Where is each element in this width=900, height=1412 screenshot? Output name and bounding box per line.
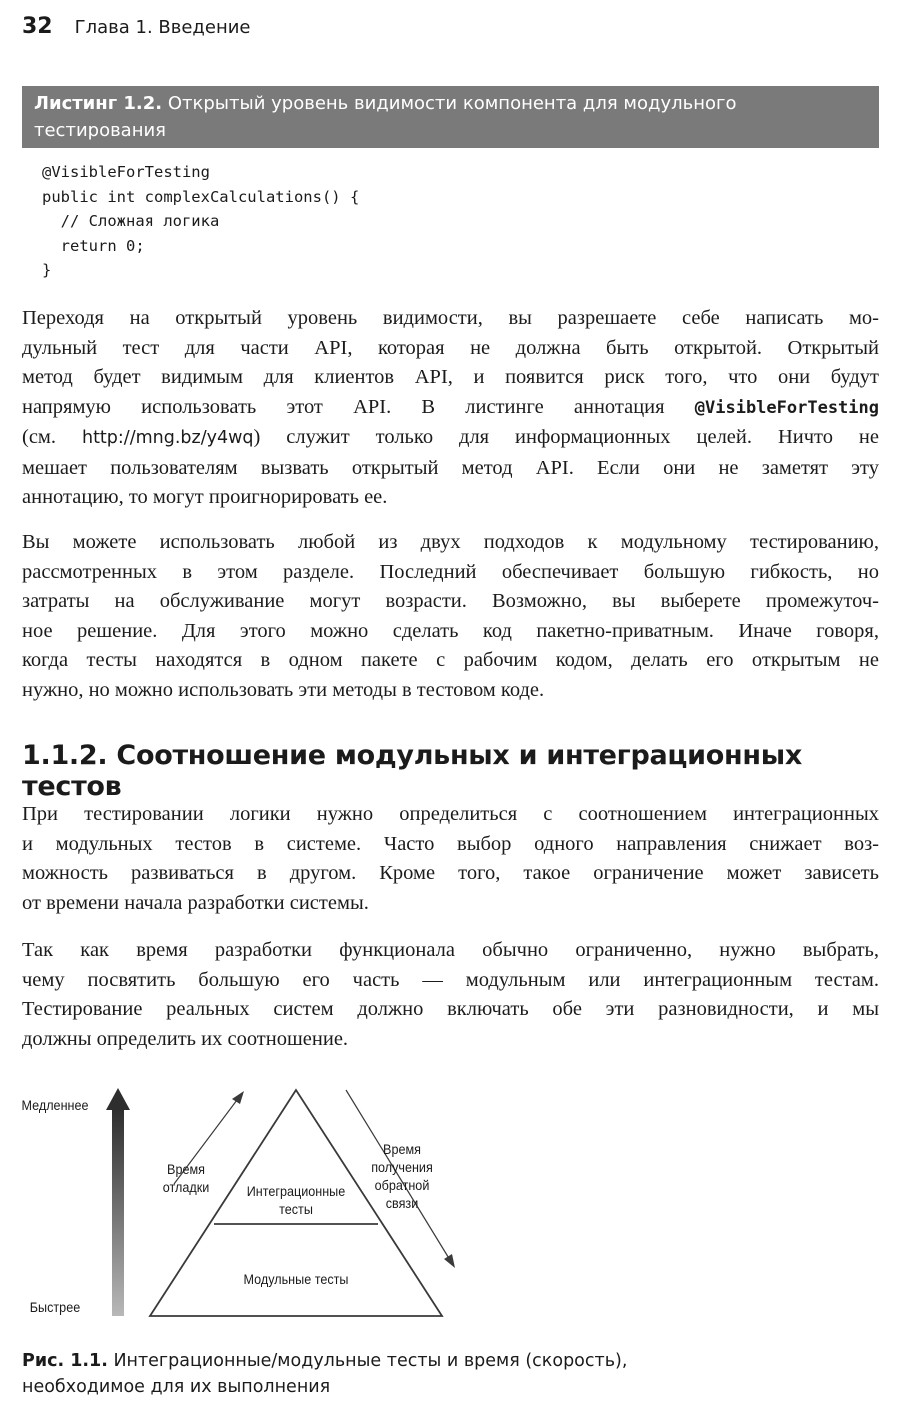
figure-caption (22, 1348, 722, 1400)
test-pyramid-figure (0, 1080, 900, 1330)
text-span: Интеграционные (246, 1183, 346, 1199)
page-header (22, 14, 251, 39)
text-line: метод будет видимым для клиентов API, и появится риск того, что они будут (22, 366, 879, 388)
listing-label: Листинг 1.2. (34, 93, 163, 114)
text-line (22, 423, 879, 454)
text-line: При тестировании логики нужно определиться с соотношением интеграционных (22, 803, 879, 825)
text-line (22, 393, 879, 424)
text-line: Вы можете использовать любой из двух подходов к модульному тестированию, (22, 531, 879, 553)
feedback-time-arrowhead (444, 1254, 455, 1268)
text-line: можность развиваться в другом. Кроме того, такое ограничение может зависеть (22, 862, 879, 884)
text-line: когда тесты находятся в одном пакете с рабочим кодом, делать его открытым не (22, 649, 879, 671)
text-span: Время (167, 1161, 205, 1177)
caption-label: Рис. 1.1. (22, 1351, 108, 1371)
code-listing (42, 160, 359, 283)
text-line: должны определить их соотношение. (22, 1027, 349, 1050)
debug-time-label (150, 1160, 222, 1196)
figure-graphics (0, 1080, 900, 1330)
text-line: Тестирование реальных систем должно включать обе эти разновидности, и мы (22, 998, 879, 1020)
text-line: от времени начала разработки системы. (22, 891, 369, 914)
text-span: отладки (162, 1179, 210, 1195)
text-line: чему посвятить большую его часть — модульным или интеграционным тестам. (22, 968, 879, 991)
listing-title-line1: Открытый уровень видимости компонента для модульного (167, 93, 737, 114)
slower-label: Медленнее (21, 1097, 89, 1113)
text-line: дульный тест для части API, которая не должна быть открытой. Открытый (22, 336, 879, 359)
inline-code: @VisibleForTesting (694, 397, 879, 418)
text-span: ) служит только для информационных целей. Ничто не (253, 426, 879, 448)
text-line: мешает пользователям вызвать открытый метод API. Если они не заметят эту (22, 456, 879, 479)
speed-arrow-head (106, 1088, 130, 1110)
paragraph-3 (22, 800, 879, 918)
text-line: рассмотренных в этом разделе. Последний обеспечивает большую гибкость, но (22, 560, 879, 583)
faster-label: Быстрее (29, 1299, 81, 1315)
caption-line2: необходимое для их выполнения (22, 1377, 331, 1397)
speed-arrow-shaft (112, 1110, 124, 1316)
listing-heading (22, 86, 879, 148)
text-span: тесты (279, 1201, 313, 1217)
code-line: } (42, 261, 52, 279)
unit-tests-label: Модульные тесты (243, 1271, 349, 1287)
running-head: Глава 1. Введение (74, 17, 251, 38)
code-line: return 0; (42, 236, 145, 255)
text-line: аннотацию, то могут проигнорировать ее. (22, 486, 388, 508)
text-line: ное решение. Для этого можно сделать код пакетно-приватным. Иначе говоря, (22, 619, 879, 642)
text-line: Так как время разработки функционала обычно ограниченно, нужно выбрать, (22, 939, 879, 961)
code-line: public int complexCalculations() { (42, 187, 360, 206)
paragraph-2 (22, 528, 879, 705)
code-line: // Сложная логика (42, 212, 220, 230)
code-line: @VisibleForTesting (42, 163, 210, 181)
text-span: связи (385, 1195, 419, 1211)
text-span: (см. (22, 426, 82, 448)
text-span: получения (371, 1159, 433, 1175)
text-line: и модульных тестов в системе. Часто выбор одного направления снижает воз- (22, 832, 879, 855)
url-link[interactable]: http://mng.bz/y4wq (81, 428, 254, 448)
paragraph-4 (22, 936, 879, 1054)
section-heading: 1.1.2. Соотношение модульных и интеграционных тестов (22, 740, 802, 802)
text-line: затраты на обслуживание могут возрасти. Возможно, вы выберете промежуточ- (22, 590, 879, 612)
debug-time-arrowhead (232, 1091, 244, 1104)
page-number: 32 (22, 14, 53, 39)
text-line: Переходя на открытый уровень видимости, вы разрешаете себе написать мо- (22, 307, 879, 329)
feedback-time-label (359, 1140, 445, 1212)
caption-line1: Интеграционные/модульные тесты и время (скорость), (113, 1351, 628, 1371)
text-line: нужно, но можно использовать эти методы в тестовом коде. (22, 678, 545, 701)
text-span: обратной (374, 1177, 430, 1193)
integration-tests-label (233, 1182, 359, 1218)
text-span: Время (383, 1141, 421, 1157)
listing-title-line2: тестирования (34, 120, 167, 141)
paragraph-1 (22, 304, 879, 513)
text-span: напрямую использовать этот API. В листинге аннотация (22, 395, 695, 418)
